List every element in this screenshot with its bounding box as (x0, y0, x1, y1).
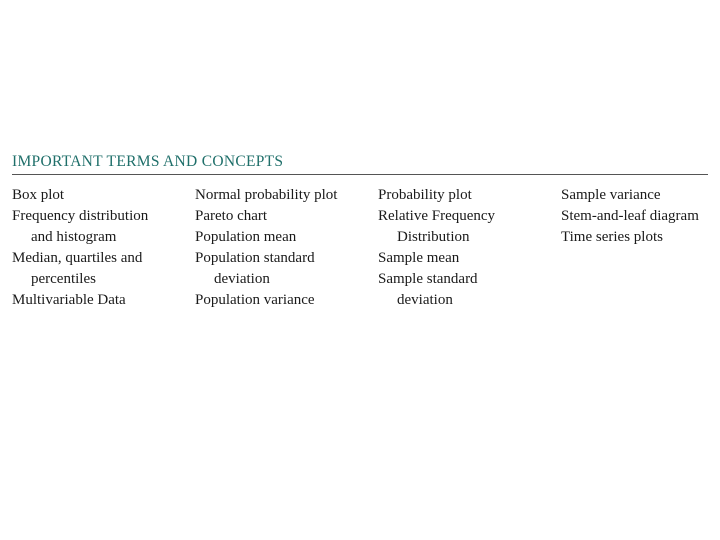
term-item (195, 227, 337, 248)
term-continuation: percentiles (31, 271, 96, 287)
terms-column-3 (378, 185, 495, 311)
term-item (12, 248, 148, 290)
term-item (12, 206, 148, 248)
term-text: Sample standard (378, 271, 478, 287)
term-item (12, 290, 148, 311)
term-item (195, 206, 337, 227)
terms-column-4 (561, 185, 699, 248)
term-continuation: Distribution (397, 229, 470, 245)
terms-column-2 (195, 185, 337, 311)
term-text: Pareto chart (195, 208, 268, 224)
term-text: Population variance (195, 292, 315, 308)
term-text: Time series plots (561, 229, 663, 245)
term-item (561, 206, 699, 227)
term-text: Relative Frequency (378, 208, 496, 224)
term-item (378, 185, 495, 206)
term-text: Multivariable Data (12, 292, 126, 308)
terms-column-1 (12, 185, 148, 311)
term-item (195, 185, 337, 206)
term-text: Stem-and-leaf diagram (561, 208, 699, 224)
term-text: Population standard (195, 250, 315, 266)
term-item (378, 206, 495, 248)
term-text: Sample mean (378, 250, 460, 266)
heading-divider (12, 174, 708, 175)
term-item (195, 290, 337, 311)
term-item (561, 185, 699, 206)
term-item (195, 248, 337, 290)
term-continuation: and histogram (31, 229, 117, 245)
term-text: Median, quartiles and (12, 250, 143, 266)
term-text: Probability plot (378, 187, 472, 203)
terms-columns (12, 185, 708, 325)
term-text: Sample variance (561, 187, 661, 203)
term-text: Box plot (12, 187, 65, 203)
term-item (378, 248, 495, 269)
term-item (378, 269, 495, 311)
term-text: Population mean (195, 229, 297, 245)
important-terms-section (12, 152, 708, 325)
term-text: Normal probability plot (195, 187, 338, 203)
section-heading: IMPORTANT TERMS AND CONCEPTS (12, 153, 284, 170)
term-text: Frequency distribution (12, 208, 149, 224)
term-item (12, 185, 148, 206)
term-continuation: deviation (214, 271, 270, 287)
term-continuation: deviation (397, 292, 453, 308)
term-item (561, 227, 699, 248)
